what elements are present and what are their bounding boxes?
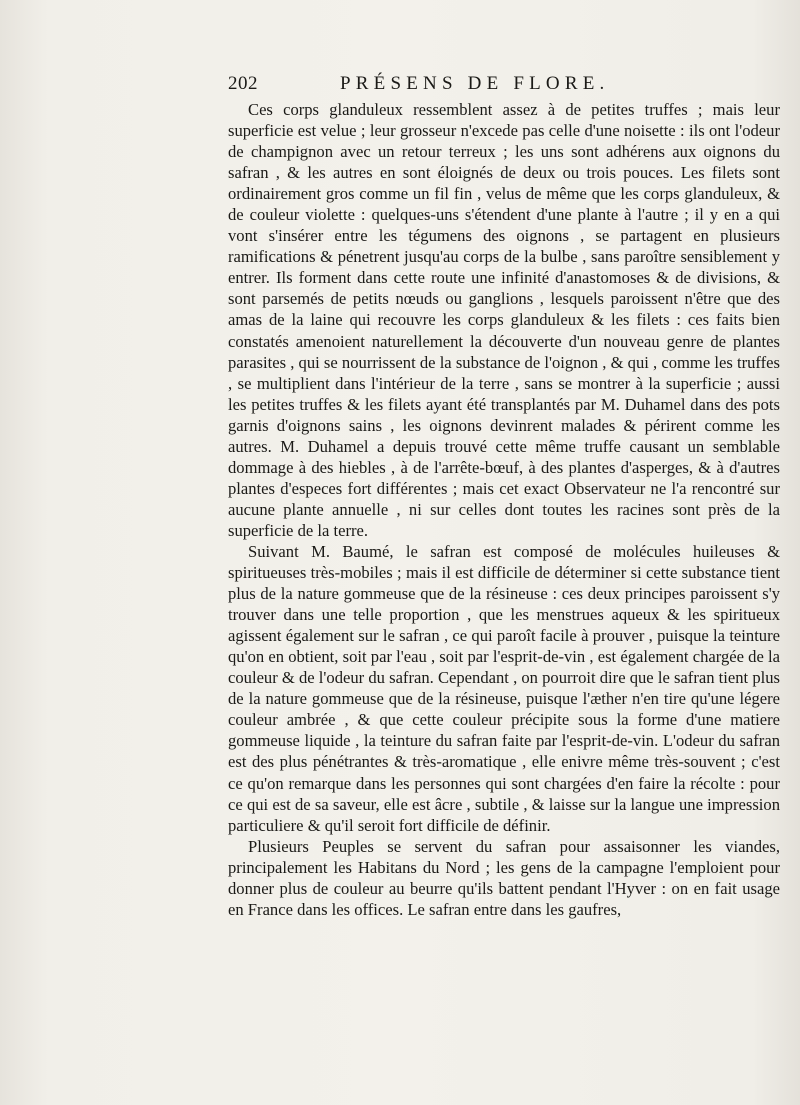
running-title: PRÉSENS DE FLORE. — [340, 73, 610, 94]
body-text — [228, 99, 780, 920]
paragraph: Suivant M. Baumé, le safran est composé de molécules huileuses & spiritueuses très-mobiles ; mais il est difficile de déterminer si cette substance tient plus de la nature gommeuse que de la résineuse : ces deux principes paroissent s'y trouver dans une telle proportion , que les menstrues aqueux & les spiritueux agissent également sur le safran , ce qui paroît facile à prouver , puisque la teinture qu'on en obtient, soit par l'eau , soit par l'esprit-de-vin , est également chargée de la couleur & de l'odeur du safran. Cependant , on pourroit dire que le safran tient plus de la nature gommeuse que de la résineuse, puisque l'æther n'en tire qu'une légere couleur ambrée , & que cette couleur précipite sous la forme d'une matiere gommeuse liquide , la teinture du safran faite par l'esprit-de-vin. L'odeur du safran est des plus pénétrantes & très-aromatique , elle enivre même très-souvent ; c'est ce qu'on remarque dans les personnes qui sont chargées d'en faire la récolte : pour ce qui est de sa saveur, elle est âcre , subtile , & laisse sur la langue une impression particuliere & qu'il seroit fort difficile de définir. — [228, 541, 780, 835]
paragraph: Plusieurs Peuples se servent du safran pour assaisonner les viandes, principalement les Habitans du Nord ; les gens de la campagne l'emploient pour donner plus de couleur au beurre qu'ils battent pendant l'Hyver : on en fait usage en France dans les offices. Le safran entre dans les gaufres, — [228, 836, 780, 919]
page-number: 202 — [228, 73, 258, 94]
page-header — [228, 73, 610, 99]
paragraph: Ces corps glanduleux ressemblent assez à de petites truffes ; mais leur superficie est velue ; leur grosseur n'excede pas celle d'une noisette : ils ont l'odeur de champignon avec un retour terreux ; les uns sont adhérens aux oignons du safran , & les autres en sont éloignés de deux ou trois pouces. Les filets sont ordinairement gros comme un fil fin , velus de même que les corps glanduleux, & de couleur violette : quelques-uns s'étendent d'une plante à l'autre ; il y en a qui vont s'insérer entre les tégumens des oignons , se partagent en plusieurs ramifications & pénetrent jusqu'au corps de la bulbe , sans paroître sensiblement y entrer. Ils forment dans cette route une infinité d'anastomoses & de divisions, & sont parsemés de petits nœuds ou ganglions , lesquels paroissent n'être que des amas de la laine qui recouvre les corps glanduleux & les filets : ces faits bien constatés amenoient naturellement la découverte d'un nouveau genre de plantes parasites , qui se nourrissent de la substance de l'oignon , & qui , comme les truffes , se multiplient dans l'intérieur de la terre , sans se montrer à la superficie ; aussi les petites truffes & les filets ayant été transplantés par M. Duhamel dans des pots garnis d'oignons sains , les oignons devinrent malades & périrent comme les autres. M. Duhamel a depuis trouvé cette même truffe causant un semblable dommage à des hiebles , à de l'arrête-bœuf, à des plantes d'asperges, & à d'autres plantes d'especes fort différentes ; mais cet exact Observateur ne l'a rencontré sur aucune plante annuelle , ni sur celles dont toutes les racines sont près de la superficie de la terre. — [228, 100, 780, 540]
